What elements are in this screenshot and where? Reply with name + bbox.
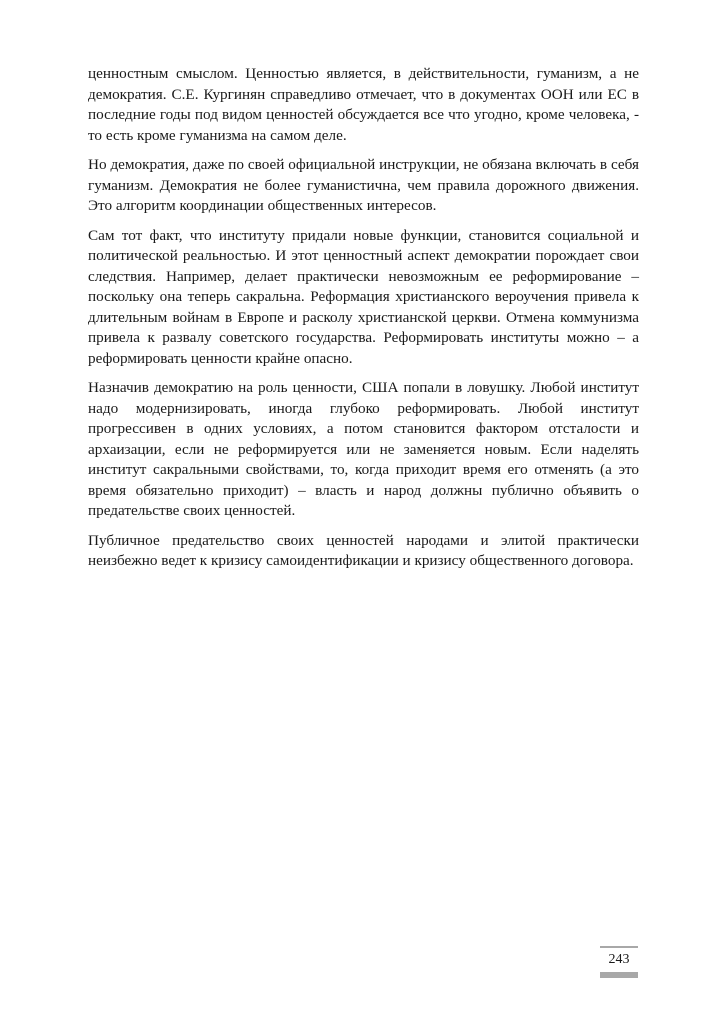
page-number-rule (600, 946, 638, 948)
paragraph-3: Сам тот факт, что институту придали новые функции, становится социальной и политической реальностью. И этот ценностный аспект демократии порождает свои следствия. Например, делает практически невозможным ее реформирование – поскольку она теперь сакральна. Реформация христианского вероучения привела к длительным войнам в Европе и расколу христианской церкви. Отмена коммунизма привела к развалу советского государства. Реформировать институты можно – а реформировать ценности крайне опасно. (88, 226, 639, 367)
page-number: 243 (608, 952, 630, 967)
page-body (88, 64, 639, 581)
paragraph-2: Но демократия, даже по своей официальной инструкции, не обязана включать в себя гуманизм. Демократия не более гуманистична, чем правила дорожного движения. Это алгоритм координации общественных интересов. (88, 156, 639, 214)
paragraph-4: Назначив демократию на роль ценности, США попали в ловушку. Любой институт надо модернизировать, иногда глубоко реформировать. Любой институт прогрессивен в одних условиях, а потом становится фактором отсталости и архаизации, если не реформируется или не заменяется новым. Если наделять институт сакральными свойствами, то, когда приходит время его отменять (а это время обязательно приходит) – власть и народ должны публично объявить о предательстве своих ценностей. (88, 379, 639, 519)
page-number-bar (600, 972, 638, 978)
page-number-box (600, 946, 638, 980)
paragraph-1: ценностным смыслом. Ценностью является, в действительности, гуманизм, а не демократия. С.Е. Кургинян справедливо отмечает, что в документах ООН или ЕС в последние годы под видом ценностей обсуждается все что угодно, кроме человека, - то есть кроме гуманизма на самом деле. (88, 65, 639, 144)
paragraph-5: Публичное предательство своих ценностей народами и элитой практически неизбежно ведет к кризису самоидентификации и кризису общественного договора. (88, 531, 639, 569)
